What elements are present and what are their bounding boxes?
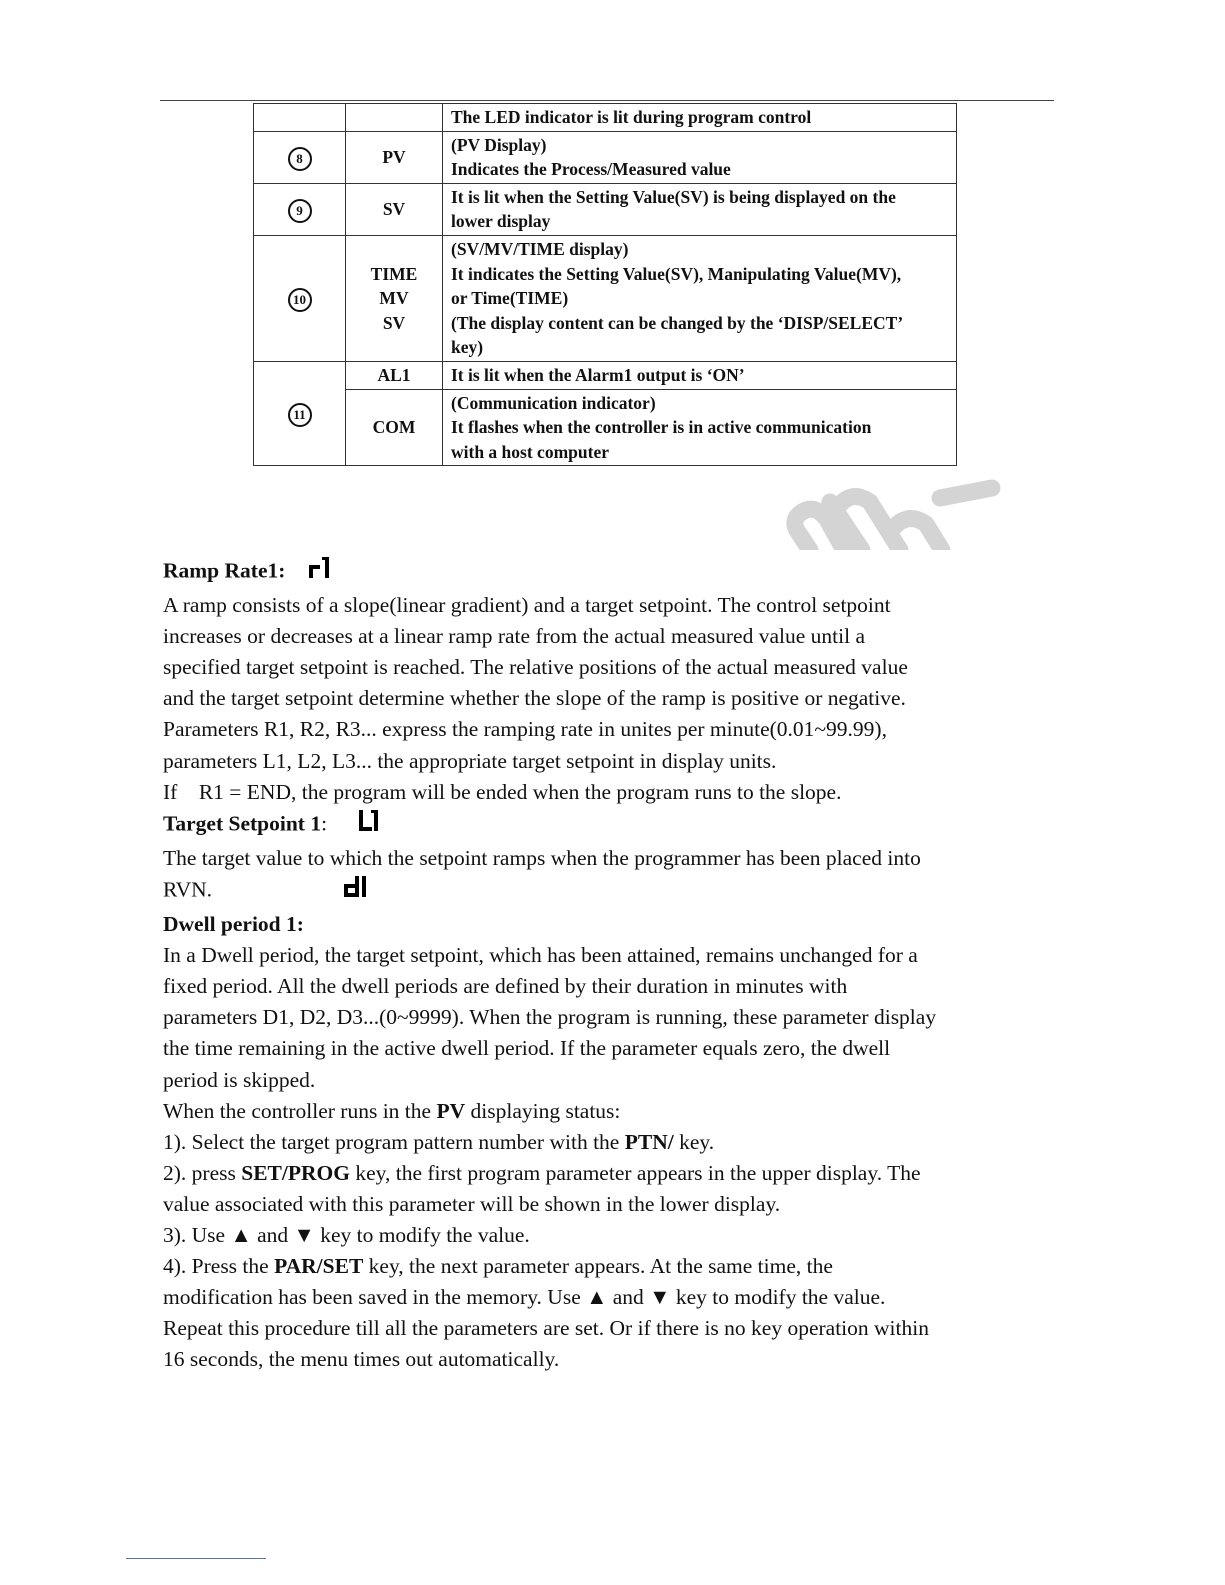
footnote-rule xyxy=(126,1558,266,1559)
row-description xyxy=(443,361,957,389)
table-row xyxy=(254,131,957,183)
row-description xyxy=(443,131,957,183)
segment-l1-icon xyxy=(357,808,381,843)
ramp-heading-line xyxy=(163,555,1043,590)
desc-line: key) xyxy=(451,337,484,358)
row-label xyxy=(346,104,443,132)
table-row xyxy=(254,104,957,132)
paragraph-line: 16 seconds, the menu times out automatically. xyxy=(163,1347,560,1372)
desc-line: It flashes when the controller is in active communication xyxy=(451,417,872,438)
segment-d1-icon xyxy=(342,874,368,909)
watermark xyxy=(770,440,1030,550)
segment-r1-icon xyxy=(307,555,333,590)
dwell-heading: Dwell period 1: xyxy=(163,912,304,937)
text-run: When the controller runs in the xyxy=(163,1098,437,1123)
text-run: key, the first program parameter appears in the upper display. The xyxy=(349,1160,921,1185)
table-row xyxy=(254,183,957,235)
desc-line: Indicates the Process/Measured value xyxy=(451,159,731,180)
ptn-key-name: PTN/ xyxy=(624,1129,674,1154)
desc-line: (SV/MV/TIME display) xyxy=(451,238,629,259)
led-indicator-table xyxy=(253,103,957,466)
row-number xyxy=(254,131,346,183)
row-label: AL1 xyxy=(346,361,443,389)
paragraph-line: fixed period. All the dwell periods are defined by their duration in minutes with xyxy=(163,974,848,999)
row-label: PV xyxy=(346,131,443,183)
paragraph-line: increases or decreases at a linear ramp rate from the actual measured value until a xyxy=(163,624,865,649)
text-run: 1). Select the target program pattern number with the xyxy=(163,1129,625,1154)
desc-line: (The display content can be changed by the ‘DISP/SELECT’ xyxy=(451,312,904,333)
pv-keyword: PV xyxy=(436,1098,466,1123)
desc-line: lower display xyxy=(451,211,551,232)
row-description xyxy=(443,104,957,132)
desc-line: The LED indicator is lit during program control xyxy=(451,107,812,127)
text-run: key, the next parameter appears. At the same time, the xyxy=(363,1254,833,1279)
target-heading-colon: : xyxy=(321,811,328,836)
circled-number: 8 xyxy=(288,147,312,171)
row-description xyxy=(443,183,957,235)
text-run: displaying status: xyxy=(465,1098,621,1123)
paragraph-line: Repeat this procedure till all the parameters are set. Or if there is no key operation within xyxy=(163,1316,929,1341)
desc-line: It is lit when the Alarm1 output is ‘ON’ xyxy=(451,364,745,385)
rvn-text: RVN. xyxy=(163,877,213,902)
table-row xyxy=(254,235,957,361)
header-rule xyxy=(160,100,1054,101)
ramp-heading: Ramp Rate1: xyxy=(163,558,286,583)
row-label xyxy=(346,235,443,361)
paragraph-line: and the target setpoint determine whether the slope of the ramp is positive or negative. xyxy=(163,686,906,711)
target-heading: Target Setpoint 1 xyxy=(163,811,322,836)
paragraph-line: the time remaining in the active dwell period. If the parameter equals zero, the dwell xyxy=(163,1036,891,1061)
row-description xyxy=(443,235,957,361)
procedure-step-4 xyxy=(163,1251,1043,1282)
text-run: 2). press xyxy=(163,1160,242,1185)
desc-line: It is lit when the Setting Value(SV) is being displayed on the xyxy=(451,186,896,207)
desc-line: (Communication indicator) xyxy=(451,392,656,413)
desc-line: It indicates the Setting Value(SV), Manipulating Value(MV), xyxy=(451,263,902,284)
body-text xyxy=(163,555,1043,1375)
circled-number: 9 xyxy=(288,199,312,223)
text-run: 4). Press the xyxy=(163,1254,275,1279)
paragraph-line: If R1 = END, the program will be ended when the program runs to the slope. xyxy=(163,779,842,804)
procedure-step-2 xyxy=(163,1158,1043,1189)
paragraph-line: period is skipped. xyxy=(163,1067,316,1092)
procedure-step-3: 3). Use ▲ and ▼ key to modify the value. xyxy=(163,1222,530,1247)
paragraph-line: value associated with this parameter will be shown in the lower display. xyxy=(163,1191,781,1216)
set-prog-key-name: SET/PROG xyxy=(241,1160,350,1185)
row-label: SV xyxy=(346,183,443,235)
paragraph-line: parameters D1, D2, D3...(0~9999). When the program is running, these parameter display xyxy=(163,1005,937,1030)
paragraph-line: A ramp consists of a slope(linear gradient) and a target setpoint. The control setpoint xyxy=(163,593,891,618)
row-label: COM xyxy=(346,389,443,466)
label-line: TIME xyxy=(370,263,418,284)
procedure-intro xyxy=(163,1096,1043,1127)
row-number xyxy=(254,104,346,132)
table-row xyxy=(254,361,957,389)
circled-number: 11 xyxy=(288,403,312,427)
desc-line: (PV Display) xyxy=(451,134,547,155)
row-number xyxy=(254,183,346,235)
circled-number: 10 xyxy=(288,288,312,312)
paragraph-line: In a Dwell period, the target setpoint, which has been attained, remains unchanged for a xyxy=(163,943,918,968)
paragraph-line: modification has been saved in the memory. Use ▲ and ▼ key to modify the value. xyxy=(163,1285,886,1310)
text-run: key. xyxy=(673,1129,715,1154)
paragraph-line xyxy=(163,874,1043,909)
target-heading-line xyxy=(163,808,1043,843)
row-number xyxy=(254,361,346,465)
paragraph-line: specified target setpoint is reached. The relative positions of the actual measured value xyxy=(163,655,908,680)
desc-line: or Time(TIME) xyxy=(451,288,569,309)
label-line: MV xyxy=(379,288,409,309)
paragraph-line: Parameters R1, R2, R3... express the ramping rate in unites per minute(0.01~99.99), xyxy=(163,717,887,742)
row-number xyxy=(254,235,346,361)
procedure-step-1 xyxy=(163,1127,1043,1158)
paragraph-line: The target value to which the setpoint ramps when the programmer has been placed into xyxy=(163,845,921,870)
paragraph-line: parameters L1, L2, L3... the appropriate target setpoint in display units. xyxy=(163,748,777,773)
par-set-key-name: PAR/SET xyxy=(274,1254,364,1279)
desc-line: with a host computer xyxy=(451,441,609,462)
label-line: SV xyxy=(382,312,406,333)
